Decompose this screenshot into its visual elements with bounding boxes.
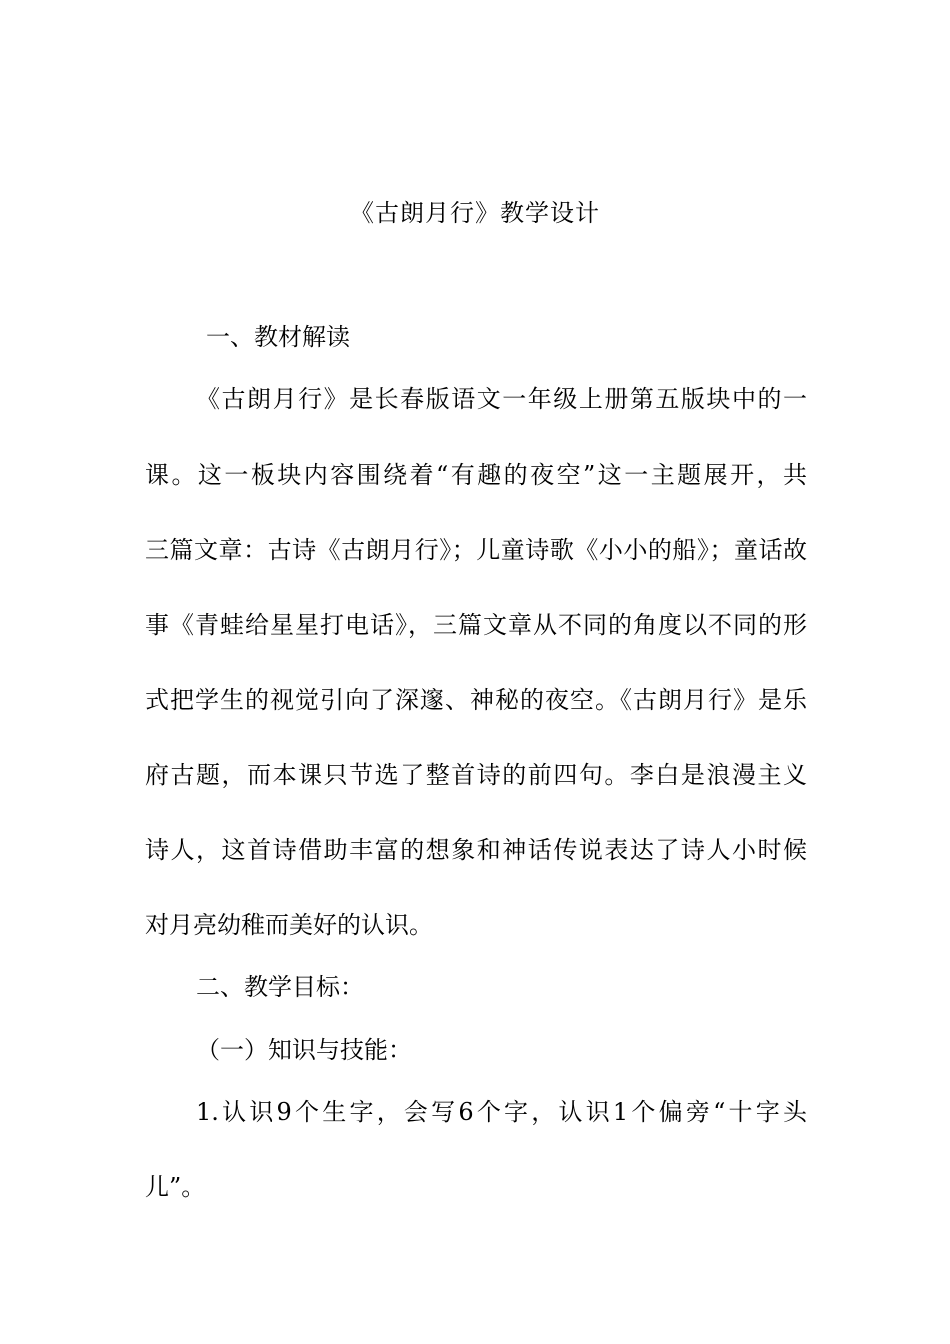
paragraph-line: 课。这一板块内容围绕着“有趣的夜空”这一主题展开，共	[145, 461, 807, 489]
document-title: 《古朗月行》教学设计	[350, 199, 600, 227]
paragraph-line: 府古题，而本课只节选了整首诗的前四句。李白是浪漫主义	[145, 761, 807, 789]
paragraph-line: 对月亮幼稚而美好的认识。	[145, 911, 433, 939]
paragraph-line: 三篇文章：古诗《古朗月行》；儿童诗歌《小小的船》；童话故	[145, 536, 807, 564]
paragraph-line: 式把学生的视觉引向了深邃、神秘的夜空。《古朗月行》是乐	[145, 686, 807, 714]
paragraph-line: 《古朗月行》是长春版语文一年级上册第五版块中的一	[196, 385, 807, 413]
section-heading-objectives: 二、教学目标：	[196, 973, 364, 1001]
subsection-heading-knowledge-skills: （一）知识与技能：	[196, 1036, 412, 1064]
paragraph-line: 儿”。	[145, 1173, 206, 1201]
paragraph-line: 诗人，这首诗借助丰富的想象和神话传说表达了诗人小时候	[145, 836, 807, 864]
paragraph-line: 事《青蛙给星星打电话》，三篇文章从不同的角度以不同的形	[145, 611, 807, 639]
section-heading-materials: 一、教材解读	[206, 323, 350, 351]
paragraph-line: 1.认识9个生字，会写6个字，认识1个偏旁“十字头	[196, 1098, 807, 1126]
